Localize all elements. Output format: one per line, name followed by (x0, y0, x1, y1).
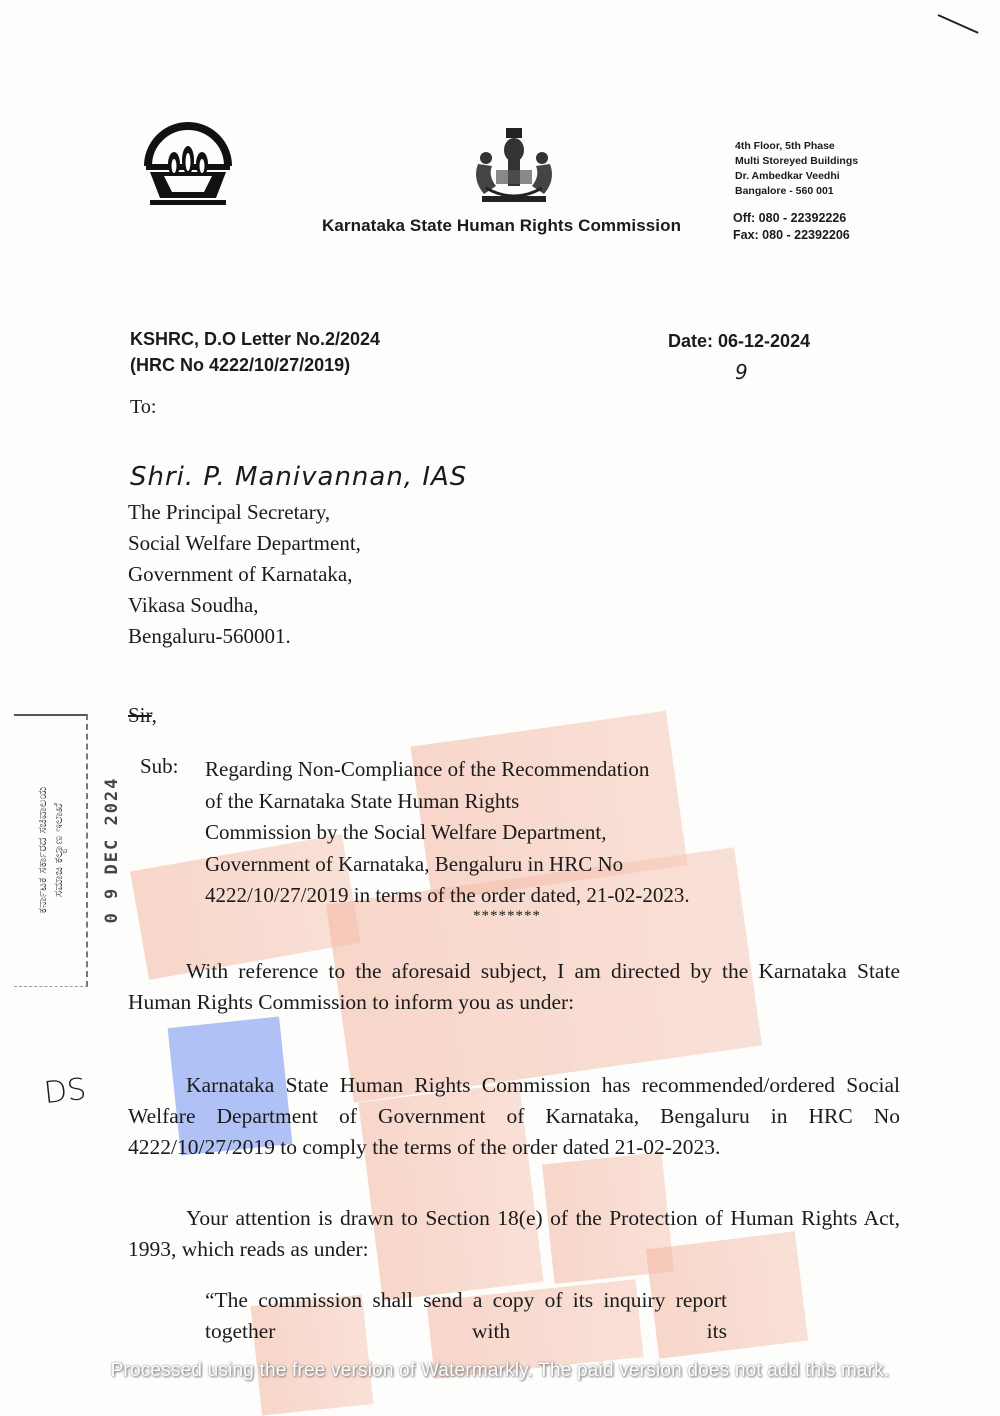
salutation (128, 703, 157, 728)
commission-address (735, 139, 858, 199)
pen-mark (938, 14, 979, 34)
body-paragraph-1: With reference to the aforesaid subject, I am directed by the Karnataka State Human Rights Commission to inform you as under: (128, 959, 900, 1014)
recipient-line: Social Welfare Department, (128, 531, 361, 555)
recipient-line: The Principal Secretary, (128, 500, 331, 524)
received-stamp (14, 714, 88, 987)
separator: ******** (473, 908, 541, 924)
subject-line: Government of Karnataka, Bengaluru in HRC No (205, 851, 624, 876)
state-emblem (466, 124, 562, 210)
letter-number: KSHRC, D.O Letter No.2/2024 (130, 329, 381, 349)
recipient-line: Vikasa Soudha, (128, 593, 259, 617)
watermark-banner: Processed using the free version of Watermarkly. The paid version does not add this mark. (110, 1360, 890, 1381)
quoted-section: “The commission shall send a copy of its inquiry report together with its (205, 1288, 727, 1343)
address-line: 4th Floor, 5th Phase (735, 140, 835, 152)
handwritten-date-mark: 9 (735, 360, 748, 384)
kshrc-logo (140, 120, 236, 206)
address-line: Dr. Ambedkar Veedhi (735, 170, 840, 182)
recipient-line: Government of Karnataka, (128, 562, 353, 586)
handwritten-recipient-name: Shri. P. Manivannan, IAS (130, 462, 468, 492)
stamp-text (34, 787, 66, 914)
subject-line: of the Karnataka State Human Rights (205, 788, 520, 813)
body-paragraph-3: Your attention is drawn to Section 18(e) of the Protection of Human Rights Act, 1993, which reads as under: (128, 1206, 900, 1261)
hrc-number: (HRC No 4222/10/27/2019) (130, 355, 351, 375)
to-label: To: (130, 396, 157, 418)
handwritten-initials: DS (42, 1071, 88, 1112)
stamp-line: ಕರ್ನಾಟಕ ಸರ್ಕಾರದ ಸಚಿವಾಲಯ (35, 786, 49, 914)
recipient-address (128, 497, 361, 652)
commission-contact (733, 210, 850, 244)
subject-label: Sub: (140, 754, 179, 778)
salutation-word: Sir (128, 703, 152, 727)
address-line: Multi Storeyed Buildings (735, 155, 859, 167)
stamp-line: ಸಮಾಜ ಕಲ್ಯಾಣ ಇಲಾಖೆ (51, 802, 65, 898)
subject-text (205, 754, 885, 912)
letter-date: Date: 06-12-2024 (668, 331, 811, 351)
fax-number: Fax: 080 - 22392206 (733, 228, 850, 242)
recipient-line: Bengaluru-560001. (128, 624, 291, 648)
address-line: Bangalore - 560 001 (735, 185, 834, 197)
stamp-date: 0 9 DEC 2024 (102, 776, 122, 924)
subject-line: Regarding Non-Compliance of the Recommendation (205, 757, 650, 781)
commission-title: Karnataka State Human Rights Commission (322, 216, 682, 235)
letter-reference (130, 326, 380, 378)
subject-line: Commission by the Social Welfare Department, (205, 820, 607, 844)
body-paragraph-2: Karnataka State Human Rights Commission has recommended/ordered Social Welfare Department of Government of Karnataka, Bengaluru in HRC No 4222/10/27/2019 to comply the terms of the order dated 21-02-2023. (128, 1073, 900, 1159)
salutation-comma: , (151, 703, 157, 727)
subject-line: 4222/10/27/2019 in terms of the order dated, 21-02-2023. (205, 883, 690, 907)
office-phone: Off: 080 - 22392226 (733, 211, 847, 225)
